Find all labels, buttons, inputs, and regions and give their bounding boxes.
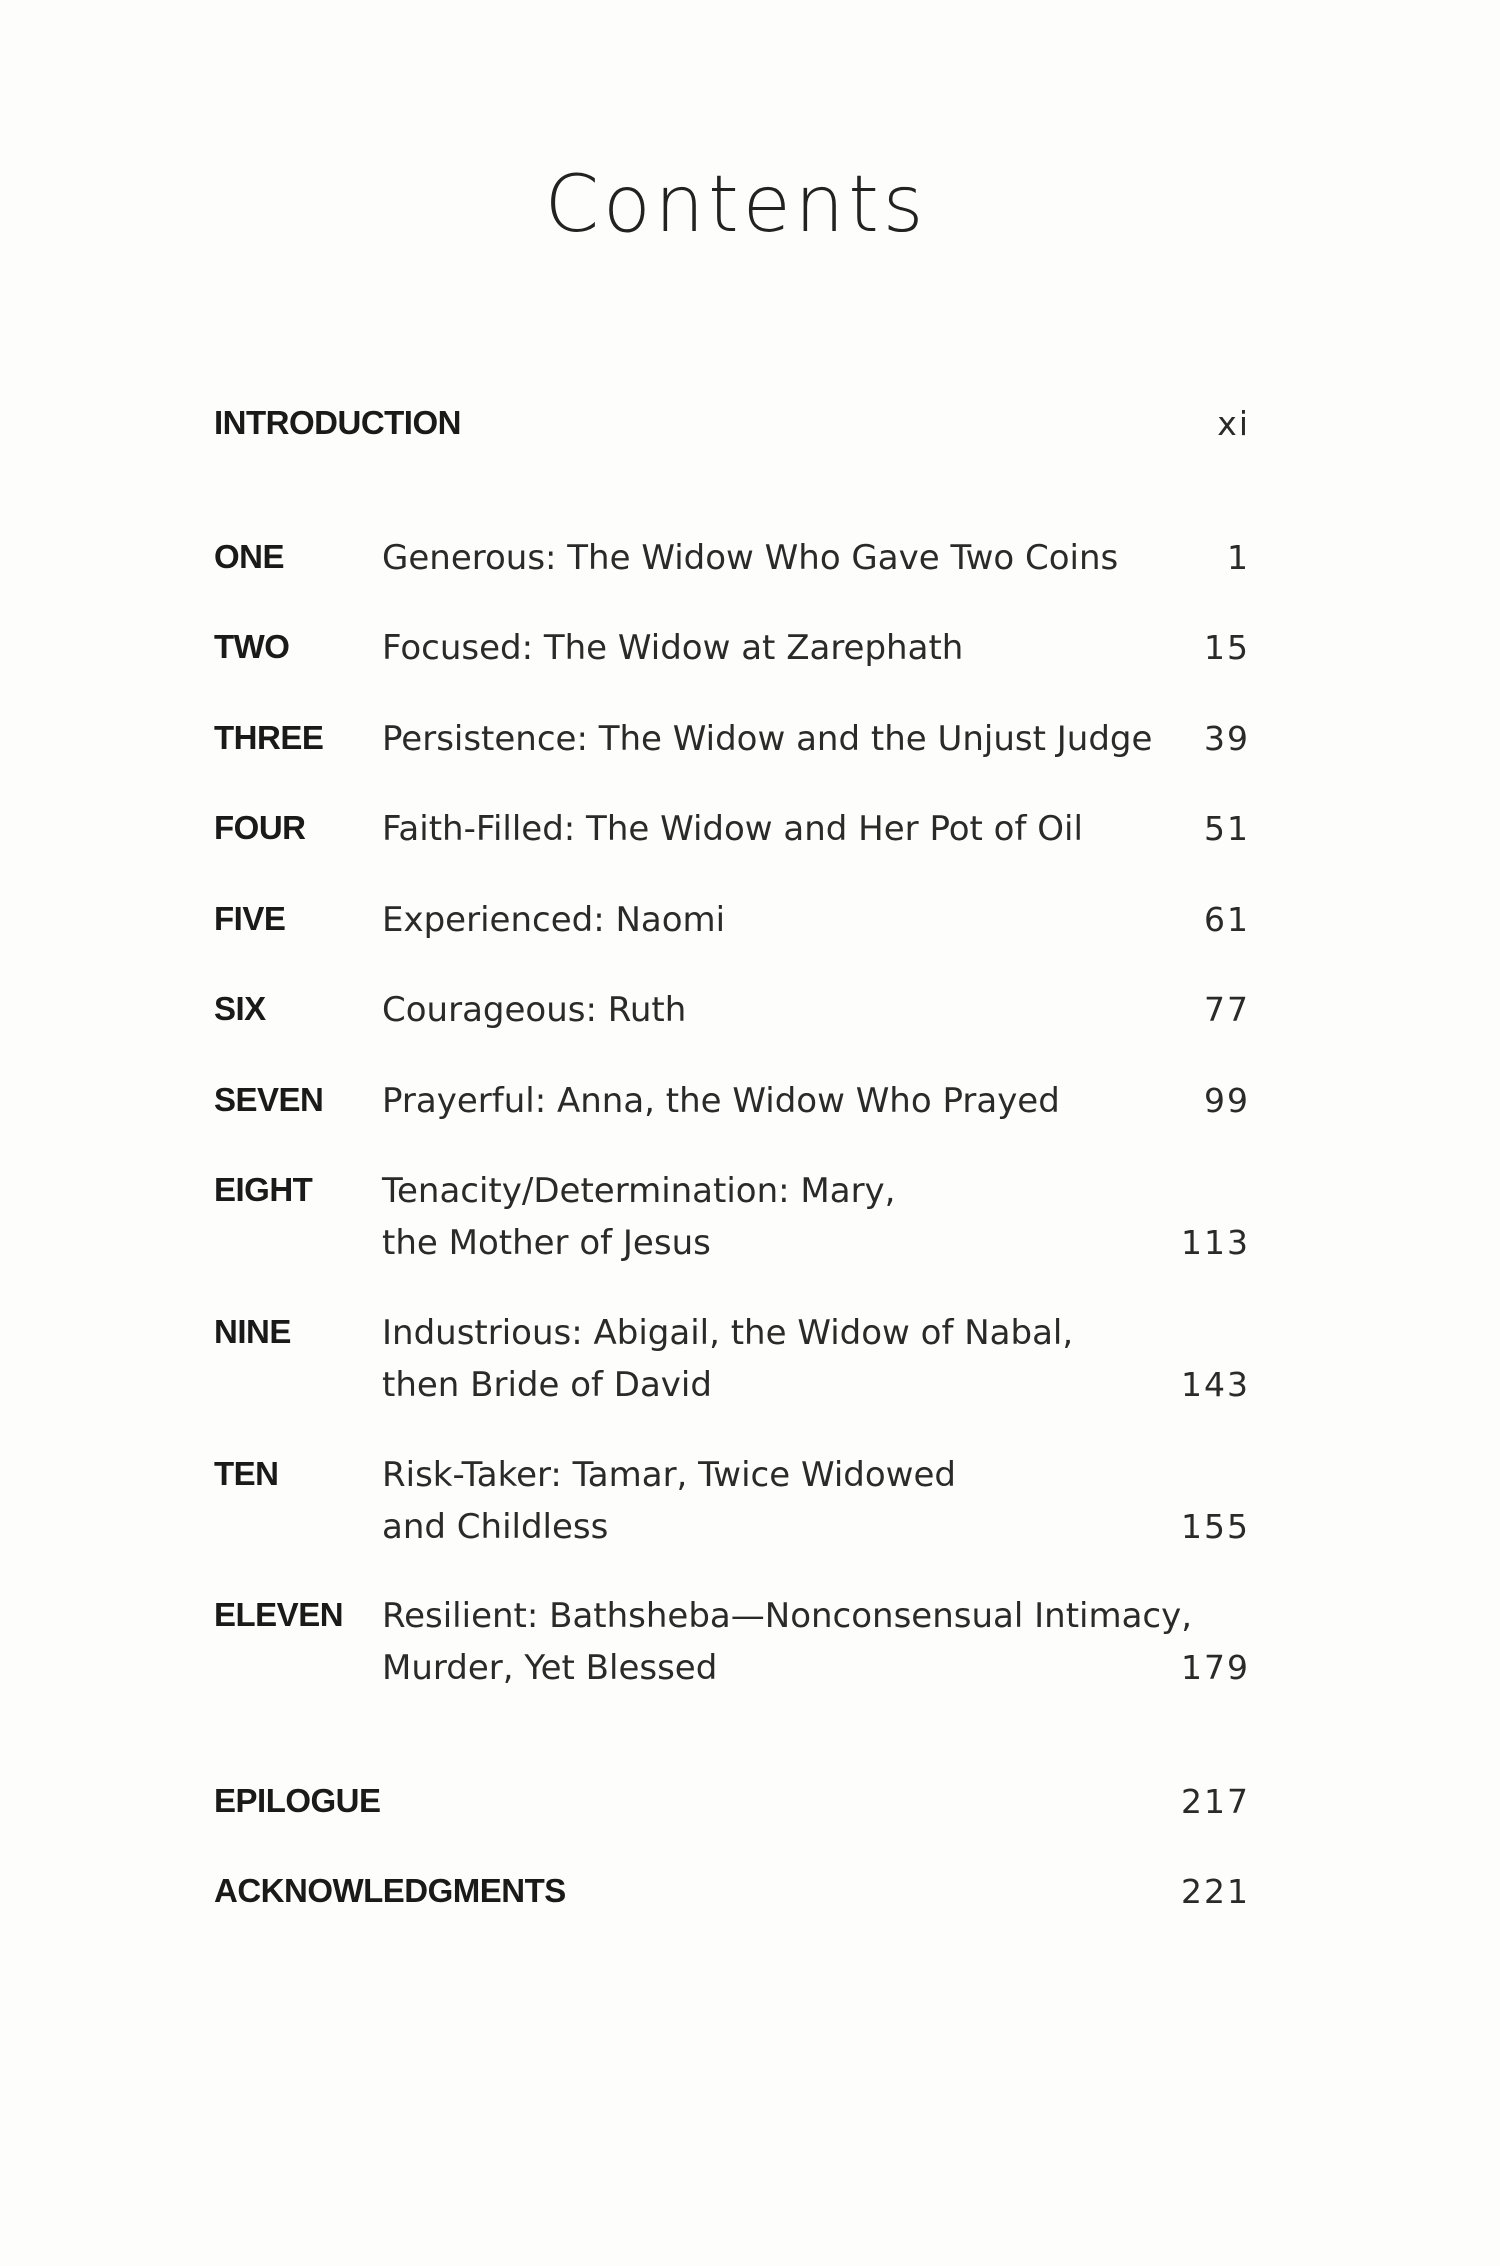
chapter-title <box>382 532 1182 584</box>
page-number: 61 <box>1204 900 1250 939</box>
chapter-number: TWO <box>214 628 290 665</box>
entry-label: ACKNOWLEDGMENTS <box>214 1872 566 1909</box>
chapter-title <box>382 1590 1193 1694</box>
chapter-title <box>382 713 1182 765</box>
chapter-title-line: and Childless <box>382 1507 609 1547</box>
page-number: 221 <box>1181 1872 1250 1911</box>
chapter-title-line: Focused: The Widow at Zarephath <box>382 628 964 668</box>
chapter-number: EIGHT <box>214 1171 313 1208</box>
chapter-number: FIVE <box>214 900 286 937</box>
page-number: xi <box>1217 404 1250 443</box>
entry-label: EPILOGUE <box>214 1782 381 1819</box>
chapter-title <box>382 984 1182 1036</box>
page-number: 155 <box>1181 1507 1250 1546</box>
page-title: Contents <box>544 160 928 250</box>
chapter-title-line: Risk-Taker: Tamar, Twice Widowed <box>382 1455 956 1495</box>
chapter-number: THREE <box>214 719 324 756</box>
page-number: 99 <box>1204 1081 1250 1120</box>
page-number: 15 <box>1204 628 1250 667</box>
chapter-title-line: Experienced: Naomi <box>382 900 726 940</box>
chapter-title <box>382 1449 1182 1553</box>
page-number: 217 <box>1181 1782 1250 1821</box>
chapter-title-line: Tenacity/Determination: Mary, <box>382 1171 896 1211</box>
chapter-number: ELEVEN <box>214 1596 344 1633</box>
chapter-title-line: then Bride of David <box>382 1365 712 1405</box>
page-number: 77 <box>1204 990 1250 1029</box>
chapter-number: NINE <box>214 1313 291 1350</box>
page-number: 113 <box>1181 1223 1250 1262</box>
chapter-title <box>382 1307 1182 1411</box>
chapter-title-line: Murder, Yet Blessed <box>382 1648 718 1688</box>
chapter-number: SEVEN <box>214 1081 324 1118</box>
chapter-title <box>382 1075 1182 1127</box>
chapter-title-line: Persistence: The Widow and the Unjust Judge <box>382 719 1153 759</box>
chapter-title-line: Courageous: Ruth <box>382 990 687 1030</box>
chapter-title-line: Faith-Filled: The Widow and Her Pot of Oil <box>382 809 1083 849</box>
chapter-number: TEN <box>214 1455 279 1492</box>
chapter-number: FOUR <box>214 809 306 846</box>
entry-label: INTRODUCTION <box>214 404 461 441</box>
page-number: 179 <box>1181 1648 1250 1687</box>
chapter-title <box>382 894 1182 946</box>
chapter-title-line: Resilient: Bathsheba—Nonconsensual Intimacy, <box>382 1596 1193 1636</box>
chapter-title <box>382 1165 1182 1269</box>
chapter-title-line: Industrious: Abigail, the Widow of Nabal, <box>382 1313 1074 1353</box>
chapter-title <box>382 622 1182 674</box>
page-number: 39 <box>1204 719 1250 758</box>
page-number: 143 <box>1181 1365 1250 1404</box>
page-number: 51 <box>1204 809 1250 848</box>
chapter-number: ONE <box>214 538 285 575</box>
chapter-number: SIX <box>214 990 266 1027</box>
chapter-title <box>382 803 1182 855</box>
page-number: 1 <box>1227 538 1250 577</box>
chapter-title-line: Generous: The Widow Who Gave Two Coins <box>382 538 1119 578</box>
chapter-title-line: the Mother of Jesus <box>382 1223 711 1263</box>
chapter-title-line: Prayerful: Anna, the Widow Who Prayed <box>382 1081 1060 1121</box>
